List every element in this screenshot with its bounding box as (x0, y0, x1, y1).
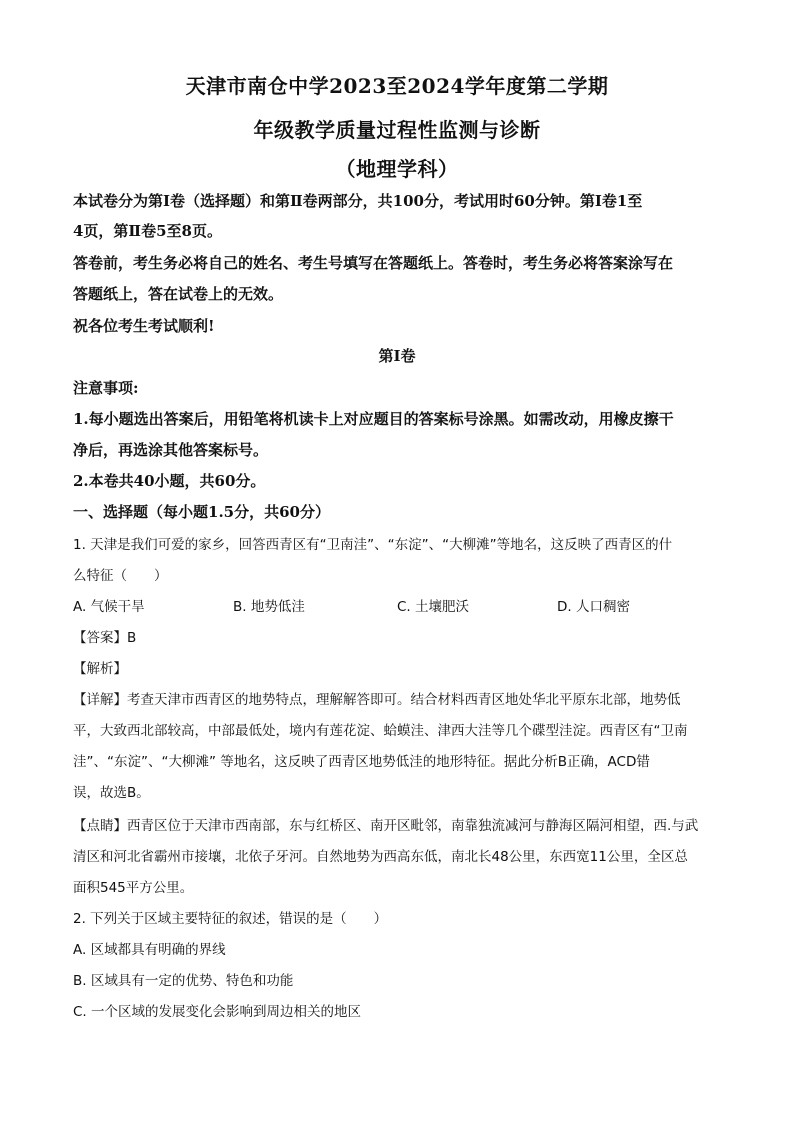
exam-subject: （地理学科） (335, 157, 459, 181)
q1-note-line-2: 清区和河北省霸州市接壤，北依子牙河。自然地势为西高东低，南北长48公里，东西宽11公里，全区总 (73, 849, 688, 865)
q2-option-b: B. 区域具有一定的优势、特色和功能 (73, 973, 294, 989)
q1-option-b: B. 地势低洼 (233, 599, 305, 615)
q1-analysis-tag: 【解析】 (73, 661, 127, 677)
part-title: 一、选择题（每小题1.5分，共60分） (73, 503, 330, 521)
q1-detail-line-2: 平，大致西北部较高，中部最低处，境内有莲花淀、蛤蟆洼、津西大洼等几个碟型洼淀。西青区有“卫南 (73, 723, 688, 739)
notice-title: 注意事项: (73, 379, 139, 397)
intro-line-1: 本试卷分为第Ⅰ卷（选择题）和第Ⅱ卷两部分，共100分，考试用时60分钟。第Ⅰ卷1至 (73, 192, 643, 210)
q1-option-a: A. 气候干旱 (73, 599, 145, 615)
q2-option-c: C. 一个区域的发展变化会影响到周边相关的地区 (73, 1004, 362, 1020)
q1-note-line-1: 【点睛】西青区位于天津市西南部，东与红桥区、南开区毗邻，南靠独流减河与静海区隔河相望，西.与武 (73, 818, 699, 834)
exam-title-line2: 年级教学质量过程性监测与诊断 (253, 118, 541, 142)
q1-detail-line-4: 误，故选B。 (73, 785, 150, 801)
q1-stem-line-1: 1. 天津是我们可爱的家乡，回答西青区有“卫南洼”、“东淀”、“大柳滩”等地名，这反映了西青区的什 (73, 537, 673, 553)
notice-1-line-1: 1.每小题选出答案后，用铅笔将机读卡上对应题目的答案标号涂黑。如需改动，用橡皮擦干 (73, 410, 674, 428)
q1-stem-line-2: 么特征（ ） (73, 568, 168, 584)
notice-1-line-2: 净后，再选涂其他答案标号。 (73, 441, 269, 459)
q1-answer: 【答案】B (73, 630, 137, 646)
q1-note-line-3: 面积545平方公里。 (73, 880, 194, 896)
intro-line-4: 答题纸上，答在试卷上的无效。 (73, 285, 284, 303)
q1-option-c: C. 土壤肥沃 (397, 599, 470, 615)
volume-heading: 第Ⅰ卷 (378, 347, 416, 365)
q1-detail-line-1: 【详解】考查天津市西青区的地势特点，理解解答即可。结合材料西青区地处华北平原东北部，地势低 (73, 692, 681, 708)
intro-line-2: 4页，第Ⅱ卷5至8页。 (73, 222, 222, 240)
exam-title-line1: 天津市南仓中学2023至2024学年度第二学期 (185, 74, 609, 98)
q1-detail-line-3: 洼”、“东淀”、“大柳滩” 等地名，这反映了西青区地势低洼的地形特征。据此分析B正确，ACD错 (73, 754, 650, 770)
notice-2: 2.本卷共40小题，共60分。 (73, 472, 266, 490)
intro-line-5: 祝各位考生考试顺利! (73, 317, 215, 335)
q1-option-d: D. 人口稠密 (557, 599, 630, 615)
intro-line-3: 答卷前，考生务必将自己的姓名、考生号填写在答题纸上。答卷时，考生务必将答案涂写在 (73, 254, 674, 272)
q2-stem: 2. 下列关于区域主要特征的叙述，错误的是（ ） (73, 911, 388, 927)
q2-option-a: A. 区域都具有明确的界线 (73, 942, 226, 958)
